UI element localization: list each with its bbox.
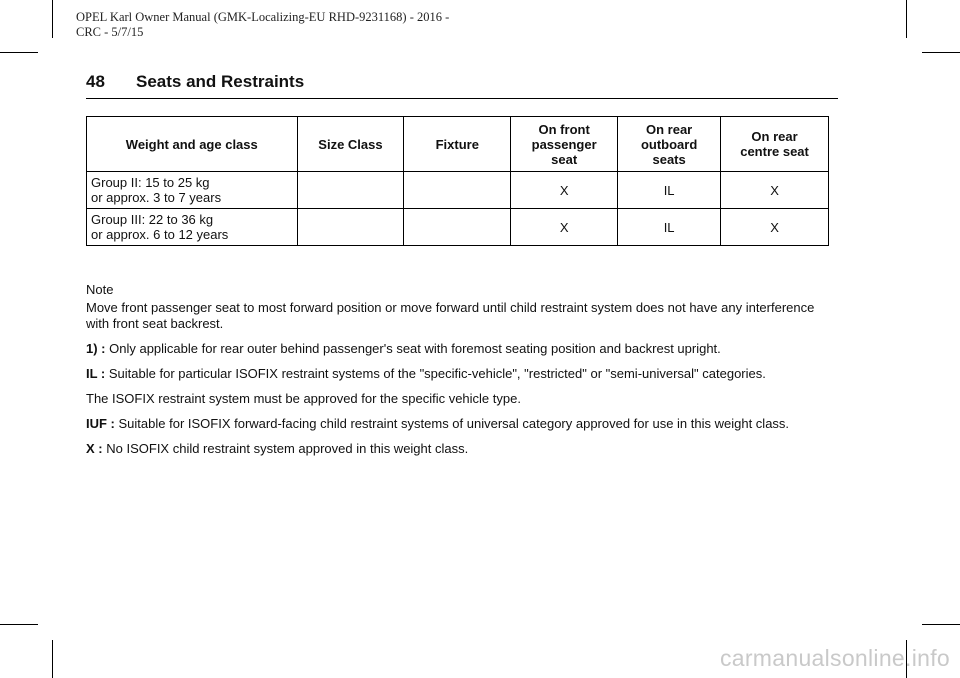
front-passenger-cell: X xyxy=(511,172,618,209)
table-row xyxy=(87,172,829,209)
class-line-2: or approx. 6 to 12 years xyxy=(91,227,229,242)
rear-centre-cell: X xyxy=(721,209,829,246)
table-header-row xyxy=(87,117,829,172)
note-text: Move front passenger seat to most forward position or move forward until child restraint system does not have any interference with front seat backrest. xyxy=(86,300,815,331)
table-row xyxy=(87,209,829,246)
crop-mark xyxy=(0,52,38,53)
header-rear-centre: On rear centre seat xyxy=(721,117,829,172)
header-rear-outboard: On rear outboard seats xyxy=(618,117,721,172)
crop-mark xyxy=(52,640,53,678)
crop-mark xyxy=(0,624,38,625)
crop-mark xyxy=(906,0,907,38)
watermark: carmanualsonline.info xyxy=(719,645,950,671)
weight-class-cell xyxy=(87,172,298,209)
size-class-cell xyxy=(297,209,404,246)
header-size-class: Size Class xyxy=(297,117,404,172)
note-item-key: IL : xyxy=(86,366,106,381)
document-meta-header xyxy=(76,10,449,40)
weight-class-cell xyxy=(87,209,298,246)
note-item xyxy=(86,416,836,432)
crop-mark xyxy=(52,0,53,38)
fixture-cell xyxy=(404,209,511,246)
note-item xyxy=(86,391,836,407)
note-item-text: The ISOFIX restraint system must be approved for the specific vehicle type. xyxy=(86,391,521,406)
rear-outboard-cell: IL xyxy=(618,209,721,246)
notes-section xyxy=(86,282,836,466)
note-item-text: No ISOFIX child restraint system approved in this weight class. xyxy=(106,441,469,456)
crop-mark xyxy=(922,52,960,53)
rear-outboard-cell: IL xyxy=(618,172,721,209)
header-fixture: Fixture xyxy=(404,117,511,172)
section-title: Seats and Restraints xyxy=(136,72,305,91)
note-title: Note xyxy=(86,282,114,297)
note-item-text: Only applicable for rear outer behind passenger's seat with foremost seating position and backrest upright. xyxy=(109,341,721,356)
page-number: 48 xyxy=(86,72,105,91)
meta-line-2: CRC - 5/7/15 xyxy=(76,25,144,39)
front-passenger-cell: X xyxy=(511,209,618,246)
fixture-cell xyxy=(404,172,511,209)
note-item-text: Suitable for ISOFIX forward-facing child restraint systems of universal category approved for use in this weight class. xyxy=(118,416,790,431)
size-class-cell xyxy=(297,172,404,209)
header-front-passenger: On front passenger seat xyxy=(511,117,618,172)
note-item-key: IUF : xyxy=(86,416,115,431)
page-heading xyxy=(86,72,838,99)
class-line-2: or approx. 3 to 7 years xyxy=(91,190,222,205)
class-line-1: Group III: 22 to 36 kg xyxy=(91,212,214,227)
note-item-key: X : xyxy=(86,441,103,456)
class-line-1: Group II: 15 to 25 kg xyxy=(91,175,210,190)
header-weight-class: Weight and age class xyxy=(87,117,298,172)
note-item xyxy=(86,441,836,457)
note-item-key: 1) : xyxy=(86,341,106,356)
note-item-text: Suitable for particular ISOFIX restraint systems of the "specific-vehicle", "restricted" or "semi-universal" categories. xyxy=(108,366,766,381)
note-item xyxy=(86,366,836,382)
crop-mark xyxy=(922,624,960,625)
note-item xyxy=(86,341,836,357)
isofix-table xyxy=(86,116,829,246)
rear-centre-cell: X xyxy=(721,172,829,209)
meta-line-1: OPEL Karl Owner Manual (GMK-Localizing-EU RHD-9231168) - 2016 - xyxy=(76,10,450,24)
